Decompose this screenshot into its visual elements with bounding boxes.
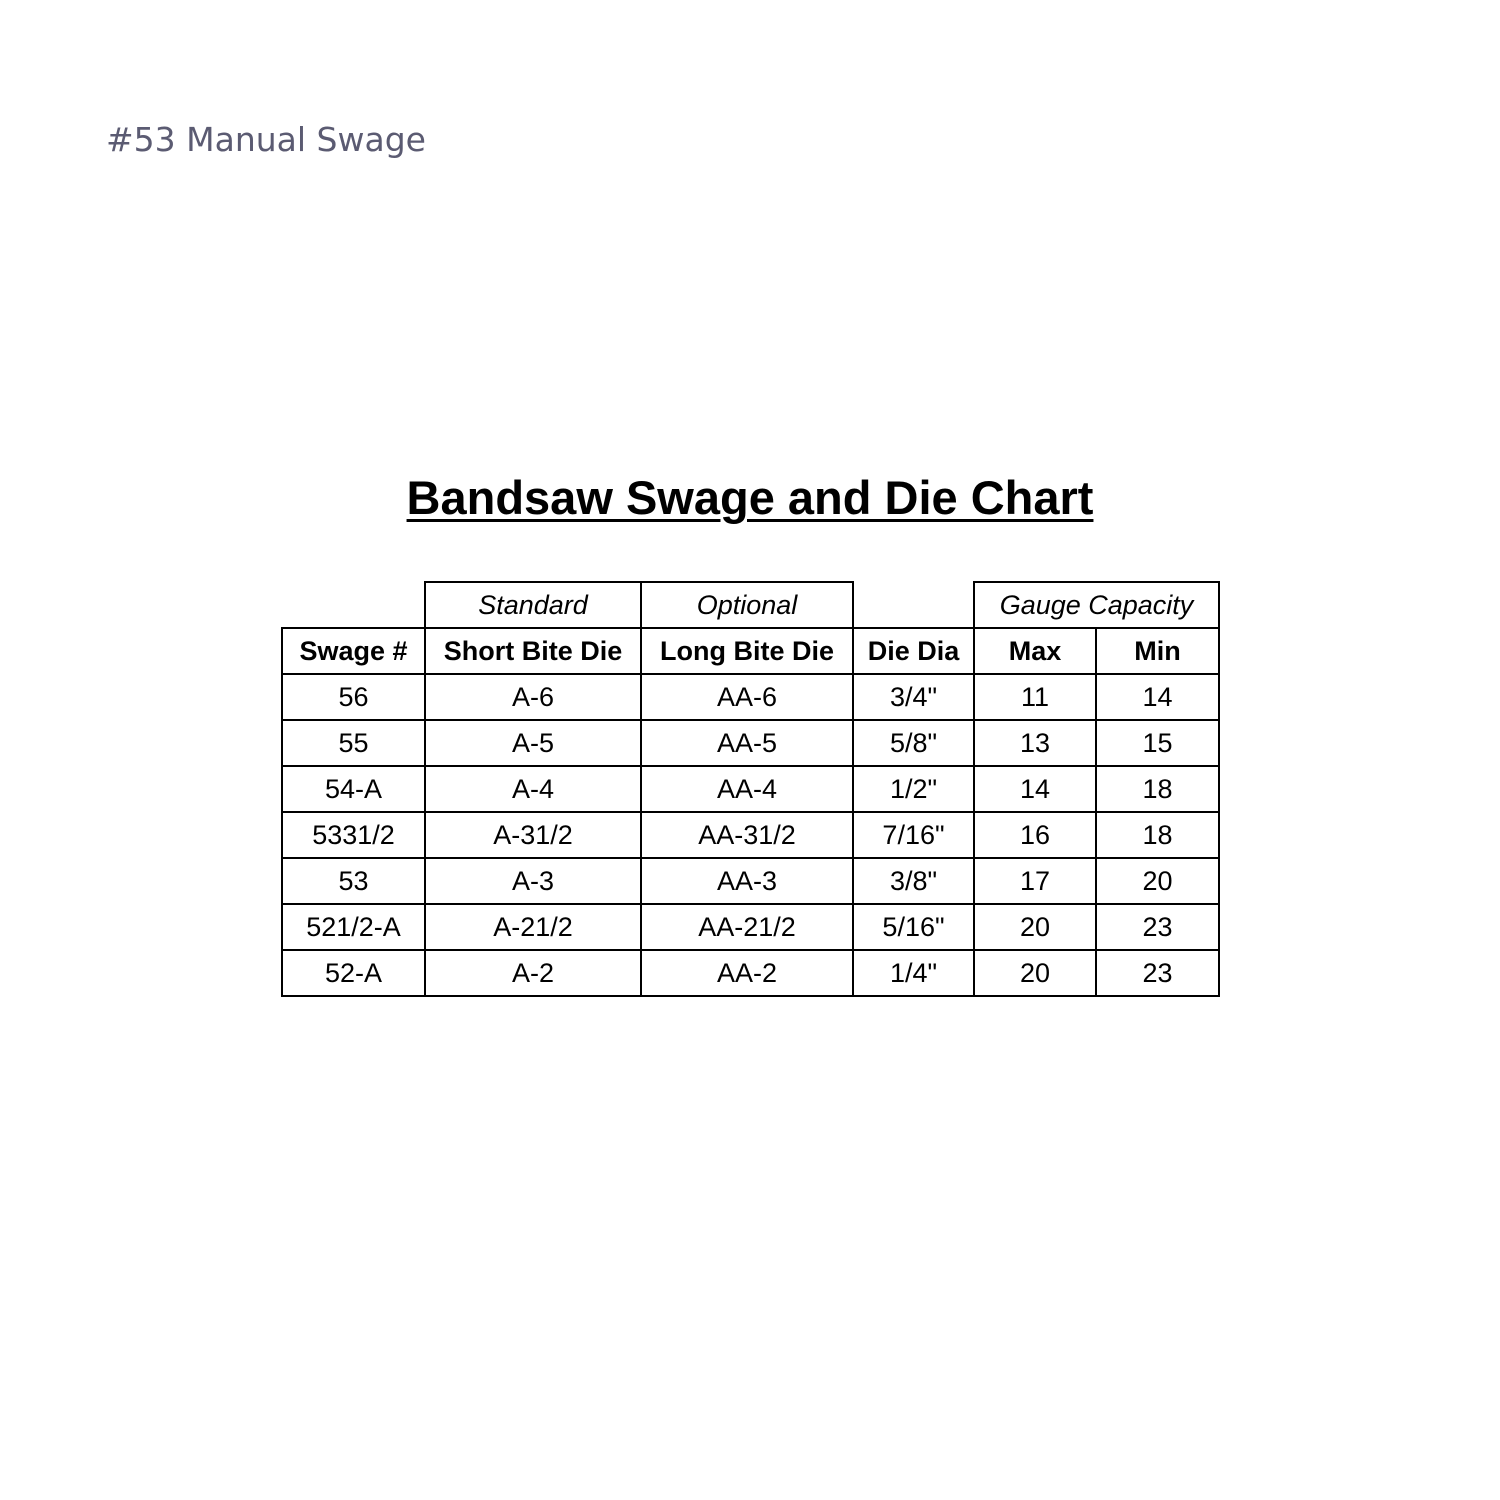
table-row: [282, 950, 1219, 996]
table-body: [282, 582, 1219, 996]
table-row: [282, 812, 1219, 858]
table-cell: A-2: [425, 950, 641, 996]
table-cell: A-4: [425, 766, 641, 812]
table-cell: AA-3: [641, 858, 853, 904]
column-header-min: Min: [1096, 628, 1219, 674]
table-cell: 16: [974, 812, 1096, 858]
table-cell: AA-31/2: [641, 812, 853, 858]
table-cell: 23: [1096, 904, 1219, 950]
table-row: [282, 720, 1219, 766]
table-cell: 54-A: [282, 766, 425, 812]
table-cell: 18: [1096, 766, 1219, 812]
table-cell: 3/8": [853, 858, 974, 904]
column-header-long-bite-die: Long Bite Die: [641, 628, 853, 674]
table-cell: 11: [974, 674, 1096, 720]
table-cell: 56: [282, 674, 425, 720]
group-header-gauge-capacity: Gauge Capacity: [974, 582, 1219, 628]
table-cell: 15: [1096, 720, 1219, 766]
table-row: [282, 674, 1219, 720]
table-cell: 5/16": [853, 904, 974, 950]
table-cell: A-5: [425, 720, 641, 766]
table-cell: 14: [974, 766, 1096, 812]
group-header-empty: [282, 582, 425, 628]
table-cell: AA-5: [641, 720, 853, 766]
column-header-max: Max: [974, 628, 1096, 674]
column-header-short-bite-die: Short Bite Die: [425, 628, 641, 674]
table-cell: 13: [974, 720, 1096, 766]
column-header-die-dia: Die Dia: [853, 628, 974, 674]
chart-title: Bandsaw Swage and Die Chart: [406, 471, 1094, 524]
table-cell: 14: [1096, 674, 1219, 720]
table-row: [282, 904, 1219, 950]
swage-die-table: [281, 581, 1220, 997]
table-cell: A-31/2: [425, 812, 641, 858]
group-header-standard: Standard: [425, 582, 641, 628]
table-cell: 521/2-A: [282, 904, 425, 950]
table-cell: A-3: [425, 858, 641, 904]
table-row: [282, 766, 1219, 812]
table-cell: A-21/2: [425, 904, 641, 950]
table-cell: 1/2": [853, 766, 974, 812]
group-header-row: [282, 582, 1219, 628]
table-row: [282, 858, 1219, 904]
table-cell: AA-6: [641, 674, 853, 720]
table-cell: 7/16": [853, 812, 974, 858]
table-cell: 3/4": [853, 674, 974, 720]
table-cell: 20: [974, 950, 1096, 996]
column-header-swage: Swage #: [282, 628, 425, 674]
column-header-row: [282, 628, 1219, 674]
swage-die-table-container: [281, 581, 1218, 1016]
table-cell: 53: [282, 858, 425, 904]
table-cell: 20: [974, 904, 1096, 950]
page-caption: #53 Manual Swage: [106, 120, 426, 159]
table-cell: 20: [1096, 858, 1219, 904]
table-cell: AA-4: [641, 766, 853, 812]
table-cell: A-6: [425, 674, 641, 720]
table-cell: AA-21/2: [641, 904, 853, 950]
table-cell: 18: [1096, 812, 1219, 858]
group-header-optional: Optional: [641, 582, 853, 628]
table-cell: 52-A: [282, 950, 425, 996]
table-cell: 23: [1096, 950, 1219, 996]
table-cell: 1/4": [853, 950, 974, 996]
table-cell: 5331/2: [282, 812, 425, 858]
group-header-empty: [853, 582, 974, 628]
table-cell: 17: [974, 858, 1096, 904]
table-cell: 55: [282, 720, 425, 766]
table-cell: 5/8": [853, 720, 974, 766]
table-cell: AA-2: [641, 950, 853, 996]
